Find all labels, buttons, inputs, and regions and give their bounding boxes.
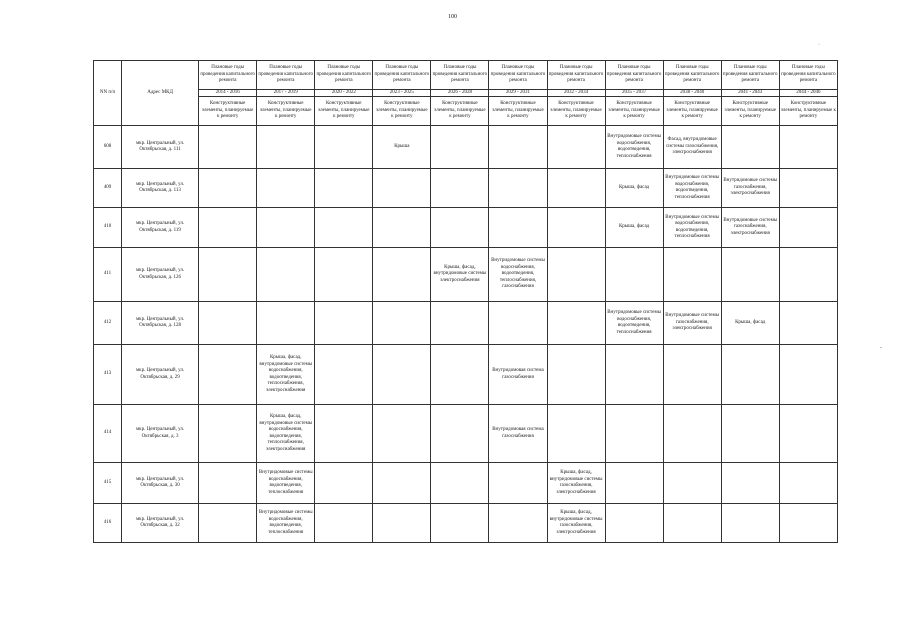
repair-cell: Внутридомовая система газоснабжения <box>489 345 547 405</box>
row-address: мкр. Центральный, ул. Октябрьская, д. 126 <box>122 248 199 302</box>
header-nn: NN п/п <box>94 61 122 126</box>
repair-cell <box>779 208 837 248</box>
header-years: 2029 - 2031 <box>489 90 547 97</box>
repair-cell: Крыша, фасад <box>605 169 663 208</box>
repair-cell: Внутридомовые системы водоснабжения, водоотведения, теплоснабжения <box>663 208 721 248</box>
repair-cell <box>257 126 315 169</box>
header-years: 2032 - 2034 <box>547 90 605 97</box>
table-row <box>94 169 838 208</box>
repair-cell <box>547 248 605 302</box>
repair-cell <box>257 248 315 302</box>
header-elements: Конструктивные элементы, планируемые к ремонту <box>199 97 257 126</box>
repair-cell: Фасад, внутридомовые системы газоснабжения, электроснабжения <box>663 126 721 169</box>
row-number: 416 <box>94 504 122 543</box>
header-elements: Конструктивные элементы, планируемые к ремонту <box>663 97 721 126</box>
repair-cell <box>605 504 663 543</box>
repair-cell: Крыша, фасад, внутридомовые системы газоснабжения, электроснабжения <box>547 504 605 543</box>
header-years: 2026 - 2028 <box>431 90 489 97</box>
header-years: 2035 - 2037 <box>605 90 663 97</box>
repair-cell <box>663 248 721 302</box>
header-period-caption: Плановые годы проведения капитального ремонта <box>431 61 489 90</box>
repair-cell <box>431 126 489 169</box>
scan-mark: - <box>880 345 882 351</box>
repair-cell: Внутридомовые системы водоснабжения, водоотведения, теплоснабжения <box>605 126 663 169</box>
header-period-caption: Плановые годы проведения капитального ремонта <box>779 61 837 90</box>
header-period-caption: Плановые годы проведения капитального ремонта <box>663 61 721 90</box>
repair-cell: Крыша, фасад, внутридомовые системы водоснабжения, водоотведения, теплоснабжения, электроснабжения <box>257 345 315 405</box>
header-elements: Конструктивные элементы, планируемые к ремонту <box>431 97 489 126</box>
header-years: 2017 - 2019 <box>257 90 315 97</box>
repair-cell <box>489 208 547 248</box>
repair-cell: Внутридомовые системы водоснабжения, водоотведения, теплоснабжения <box>257 463 315 504</box>
repair-cell <box>431 302 489 345</box>
header-years: 2023 - 2025 <box>373 90 431 97</box>
repair-cell <box>721 405 779 463</box>
repair-cell <box>605 248 663 302</box>
header-years: 2038 - 2040 <box>663 90 721 97</box>
header-address: Адрес МКД <box>122 61 199 126</box>
repair-cell <box>779 126 837 169</box>
repair-cell <box>721 504 779 543</box>
repair-cell: Внутридомовые системы водоснабжения, водоотведения, теплоснабжения <box>605 302 663 345</box>
repair-cell <box>315 345 373 405</box>
repair-cell <box>721 248 779 302</box>
row-number: 608 <box>94 126 122 169</box>
header-row-years <box>94 90 838 97</box>
repair-cell <box>373 169 431 208</box>
repair-cell <box>489 302 547 345</box>
row-address: мкр. Центральный, ул. Октябрьская, д. 3 <box>122 405 199 463</box>
repair-cell <box>199 248 257 302</box>
repair-cell <box>547 208 605 248</box>
table-row <box>94 248 838 302</box>
repair-cell <box>431 208 489 248</box>
header-elements: Конструктивные элементы, планируемые к ремонту <box>315 97 373 126</box>
header-period-caption: Плановые годы проведения капитального ремонта <box>547 61 605 90</box>
row-number: 411 <box>94 248 122 302</box>
repair-cell <box>315 463 373 504</box>
table-row <box>94 302 838 345</box>
repair-cell <box>373 345 431 405</box>
repair-cell <box>663 504 721 543</box>
repair-cell: Внутридомовые системы газоснабжения, электроснабжения <box>663 302 721 345</box>
row-number: 410 <box>94 208 122 248</box>
header-years: 2014 - 2016 <box>199 90 257 97</box>
repair-cell <box>547 126 605 169</box>
repair-cell: Внутридомовые системы газоснабжения, электроснабжения <box>721 208 779 248</box>
repair-cell <box>489 463 547 504</box>
repair-cell <box>373 463 431 504</box>
row-address: мкр. Центральный, ул. Октябрьская, д. 111 <box>122 126 199 169</box>
table-row <box>94 345 838 405</box>
header-elements: Конструктивные элементы, планируемые к ремонту <box>605 97 663 126</box>
row-number: 409 <box>94 169 122 208</box>
repair-cell <box>779 169 837 208</box>
page-number: 100 <box>448 14 457 20</box>
table-row <box>94 463 838 504</box>
repair-schedule-table <box>93 60 838 543</box>
header-years: 2044 - 2046 <box>779 90 837 97</box>
repair-cell <box>721 126 779 169</box>
header-period-caption: Плановые годы проведения капитального ремонта <box>373 61 431 90</box>
repair-cell <box>663 463 721 504</box>
repair-cell <box>431 169 489 208</box>
repair-cell <box>257 208 315 248</box>
repair-cell: Внутридомовые системы водоснабжения, водоотведения, теплоснабжения <box>257 504 315 543</box>
row-number: 415 <box>94 463 122 504</box>
repair-cell <box>721 463 779 504</box>
table-row <box>94 405 838 463</box>
repair-cell <box>779 405 837 463</box>
row-address: мкр. Центральный, ул. Октябрьская, д. 32 <box>122 504 199 543</box>
row-address: мкр. Центральный, ул. Октябрьская, д. 119 <box>122 208 199 248</box>
repair-cell <box>779 302 837 345</box>
row-number: 412 <box>94 302 122 345</box>
repair-cell <box>721 345 779 405</box>
repair-cell <box>373 405 431 463</box>
table-row <box>94 126 838 169</box>
repair-cell: Крыша, фасад <box>721 302 779 345</box>
repair-cell: Крыша, фасад <box>605 208 663 248</box>
repair-cell <box>199 208 257 248</box>
repair-cell <box>605 405 663 463</box>
repair-cell <box>315 248 373 302</box>
repair-cell <box>373 248 431 302</box>
header-period-caption: Плановые годы проведения капитального ремонта <box>199 61 257 90</box>
repair-cell: Внутридомовые системы водоснабжения, водоотведения, теплоснабжения <box>663 169 721 208</box>
repair-cell <box>315 504 373 543</box>
repair-cell <box>779 345 837 405</box>
header-years: 2041 - 2043 <box>721 90 779 97</box>
repair-cell <box>663 405 721 463</box>
header-elements: Конструктивные элементы, планируемые к ремонту <box>721 97 779 126</box>
header-elements: Конструктивные элементы, планируемые к ремонту <box>779 97 837 126</box>
header-period-caption: Плановые годы проведения капитального ремонта <box>257 61 315 90</box>
repair-cell <box>779 463 837 504</box>
header-period-caption: Плановые годы проведения капитального ремонта <box>489 61 547 90</box>
repair-cell: Крыша <box>373 126 431 169</box>
header-period-caption: Плановые годы проведения капитального ремонта <box>605 61 663 90</box>
repair-cell: Внутридомовая система газоснабжения <box>489 405 547 463</box>
repair-cell <box>257 302 315 345</box>
repair-cell <box>199 126 257 169</box>
repair-cell <box>199 405 257 463</box>
repair-cell: Внутридомовые системы газоснабжения, электроснабжения <box>721 169 779 208</box>
repair-cell <box>315 405 373 463</box>
repair-cell: Внутридомовые системы водоснабжения, водоотведения, теплоснабжения, газоснабжения <box>489 248 547 302</box>
row-address: мкр. Центральный, ул. Октябрьская, д. 128 <box>122 302 199 345</box>
repair-cell <box>199 345 257 405</box>
repair-cell: Крыша, фасад, внутридомовые системы электроснабжения <box>431 248 489 302</box>
repair-cell <box>605 345 663 405</box>
header-period-caption: Плановые годы проведения капитального ремонта <box>721 61 779 90</box>
repair-cell: Крыша, фасад, внутридомовые системы водоснабжения, водоотведения, теплоснабжения, электроснабжения <box>257 405 315 463</box>
repair-cell <box>373 208 431 248</box>
row-number: 414 <box>94 405 122 463</box>
header-elements: Конструктивные элементы, планируемые к ремонту <box>257 97 315 126</box>
repair-cell: Крыша, фасад, внутридомовые системы газоснабжения, электроснабжения <box>547 463 605 504</box>
table-row <box>94 208 838 248</box>
scan-mark: · <box>818 42 820 48</box>
repair-cell <box>489 504 547 543</box>
repair-cell <box>547 345 605 405</box>
repair-cell <box>779 504 837 543</box>
repair-cell <box>199 463 257 504</box>
header-period-caption: Плановые годы проведения капитального ремонта <box>315 61 373 90</box>
repair-cell <box>431 463 489 504</box>
repair-cell <box>315 169 373 208</box>
repair-cell <box>315 126 373 169</box>
repair-cell <box>315 302 373 345</box>
repair-cell <box>547 302 605 345</box>
row-number: 413 <box>94 345 122 405</box>
header-elements: Конструктивные элементы, планируемые к ремонту <box>373 97 431 126</box>
repair-cell <box>605 463 663 504</box>
repair-cell <box>431 504 489 543</box>
repair-cell <box>663 345 721 405</box>
table-row <box>94 504 838 543</box>
repair-cell <box>489 169 547 208</box>
repair-cell <box>199 504 257 543</box>
repair-cell <box>315 208 373 248</box>
repair-cell <box>779 248 837 302</box>
repair-cell <box>257 169 315 208</box>
header-row-periods <box>94 61 838 90</box>
repair-cell <box>373 504 431 543</box>
repair-cell <box>431 405 489 463</box>
header-elements: Конструктивные элементы, планируемые к ремонту <box>489 97 547 126</box>
row-address: мкр. Центральный, ул. Октябрьская, д. 30 <box>122 463 199 504</box>
row-address: мкр. Центральный, ул. Октябрьская, д. 29 <box>122 345 199 405</box>
repair-cell <box>199 169 257 208</box>
header-row-elements <box>94 97 838 126</box>
header-years: 2020 - 2022 <box>315 90 373 97</box>
repair-cell <box>199 302 257 345</box>
row-address: мкр. Центральный, ул. Октябрьская, д. 113 <box>122 169 199 208</box>
repair-cell <box>431 345 489 405</box>
repair-cell <box>489 126 547 169</box>
repair-cell <box>547 405 605 463</box>
repair-cell <box>547 169 605 208</box>
repair-cell <box>373 302 431 345</box>
header-elements: Конструктивные элементы, планируемые к ремонту <box>547 97 605 126</box>
